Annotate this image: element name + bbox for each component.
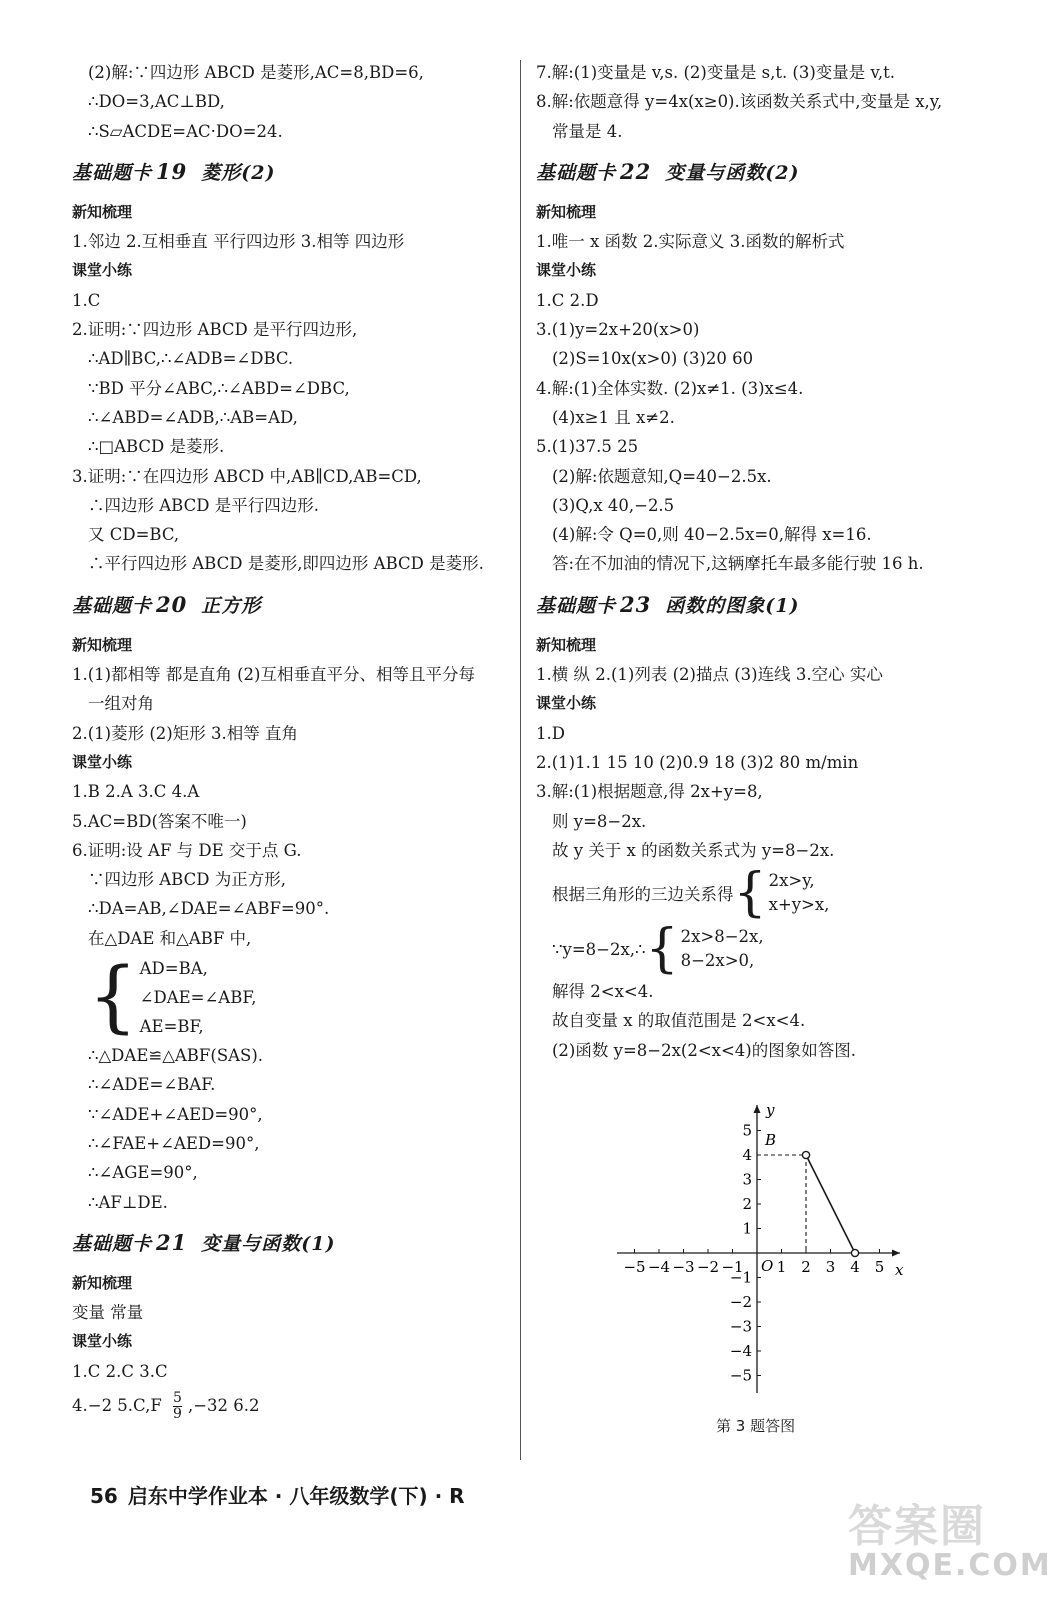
fraction [173,1391,182,1422]
subsection-label: 新知梳理 [72,635,133,654]
subsection-label: 课堂小练 [72,261,133,280]
open-endpoint [802,1151,809,1158]
answer-line: ∴S▱ACDE=AC·DO=24. [88,121,283,141]
answer-line: (3)Q,x 40,−2.5 [552,495,675,515]
section-heading-23 [536,579,986,631]
x-axis-arrow [892,1250,900,1257]
function-graph [612,1093,912,1403]
y-tick-label: −2 [729,1293,752,1311]
heading-number: 23 [620,591,652,617]
x-tick-label: 3 [825,1258,836,1276]
answer-line: 5.(1)37.5 25 [536,437,639,457]
answer-line: 1.横 纵 2.(1)列表 (2)描点 (3)连线 3.空心 实心 [536,665,883,685]
answer-line: ∴∠ADE=∠BAF. [88,1075,216,1095]
answer-line: 2.证明:∵四边形 ABCD 是平行四边形, [72,320,358,340]
answer-line: ∴平行四边形 ABCD 是菱形,即四边形 ABCD 是菱形. [88,554,484,574]
watermark-text: MXQE.COM [848,1548,1052,1583]
answer-line: 1.(1)都相等 都是直角 (2)互相垂直平分、相等且平分每 [72,665,475,685]
y-tick-label: −1 [729,1268,752,1287]
y-axis-label: y [766,1101,775,1119]
subsection-label: 新知梳理 [72,1273,133,1292]
heading-number: 22 [620,158,652,184]
answer-text: 4.−2 5.C,F [72,1395,162,1415]
heading-topic: 变量与函数(2) [665,161,800,184]
fraction-denominator: 9 [173,1405,182,1422]
subsection-label: 新知梳理 [536,635,597,654]
heading-number: 21 [156,1229,188,1255]
answer-line: 1.D [536,723,565,743]
heading-label: 基础题卡 [72,1232,153,1255]
system-row: x+y>x, [768,895,830,915]
page-footer [90,1480,465,1509]
answer-line: ∴∠ABD=∠ADB,∴AB=AD, [88,407,298,427]
answer-line: 7.解:(1)变量是 v,s. (2)变量是 s,t. (3)变量是 v,t. [536,63,896,82]
y-axis-arrow [754,1105,761,1113]
graph-caption: 第 3 题答图 [716,1417,796,1435]
y-tick-label: 2 [742,1195,752,1213]
heading-topic: 变量与函数(1) [201,1232,336,1255]
answer-line: (2)解:∵四边形 ABCD 是菱形,AC=8,BD=6, [88,63,424,82]
answer-line: 则 y=8−2x. [552,811,647,831]
answer-line: ∴AF⊥DE. [88,1192,168,1212]
answer-line: 1.唯一 x 函数 2.实际意义 3.函数的解析式 [536,232,845,252]
subsection-label: 课堂小练 [72,752,133,771]
heading-topic: 菱形(2) [201,161,276,184]
answer-line: 2.(1)1.1 15 10 (2)0.9 18 (3)2 80 m/min [536,752,859,772]
heading-label: 基础题卡 [72,594,153,617]
section-heading-22 [536,146,986,198]
system-row: AD=BA, [139,958,208,978]
function-segment [806,1155,855,1253]
heading-topic: 正方形 [201,594,262,617]
axes [617,1101,904,1393]
section-heading-20 [72,579,512,631]
brace-symbol: { [88,952,138,1043]
system-row: 8−2x>0, [680,951,755,971]
answer-line: (4)x≥1 且 x≠2. [552,407,675,427]
x-tick-label: 2 [801,1258,811,1276]
answer-text: 根据三角形的三边关系得 [552,885,734,905]
answer-line: ∴△DAE≌△ABF(SAS). [88,1046,264,1066]
answer-line: ∴四边形 ABCD 是平行四边形. [88,495,319,515]
answer-line: ∴DO=3,AC⊥BD, [88,92,225,112]
y-tick-label: −4 [729,1342,752,1360]
answer-line: ∵BD 平分∠ABC,∴∠ABD=∠DBC, [88,378,350,398]
answer-line: 常量是 4. [552,121,623,141]
answer-text: ∵y=8−2x,∴ [552,939,646,959]
equation-system [536,863,986,924]
answer-text: ,−32 6.2 [187,1395,260,1415]
answer-line: 故 y 关于 x 的函数关系式为 y=8−2x. [552,840,835,860]
y-tick-label: −3 [729,1317,752,1336]
answer-line: ∴DA=AB,∠DAE=∠ABF=90°. [88,899,330,919]
answer-line: (4)解:令 Q=0,则 40−2.5x=0,解得 x=16. [552,525,872,545]
answer-line: 在△DAE 和△ABF 中, [88,928,252,948]
left-column [72,58,512,1426]
y-tick-label: 5 [742,1121,752,1140]
x-tick-label: −3 [672,1258,695,1276]
subsection-label: 课堂小练 [72,1332,133,1351]
system-row: 2x>8−2x, [680,927,764,947]
section-heading-19 [72,146,512,198]
answer-line: ∴□ABCD 是菱形. [88,437,225,457]
x-tick-label: −5 [623,1258,646,1276]
answer-line: 一组对角 [88,694,154,714]
x-tick-label: −4 [647,1258,671,1276]
point-label: B [765,1131,777,1149]
y-tick-label: 4 [742,1146,752,1164]
answer-line: 6.证明:设 AF 与 DE 交于点 G. [72,840,302,860]
answer-line: (2)S=10x(x>0) (3)20 60 [552,349,754,369]
equation-system [72,953,512,1041]
graph-marks [757,1131,859,1257]
answer-line: 3.证明:∵在四边形 ABCD 中,AB∥CD,AB=CD, [72,466,422,486]
section-heading-21 [72,1217,512,1269]
heading-topic: 函数的图象(1) [665,594,800,617]
brace-symbol: { [645,919,679,980]
column-divider [520,60,521,1460]
y-tick-label: −5 [729,1366,752,1385]
x-tick-label: −1 [721,1258,744,1276]
answer-line: 8.解:依题意得 y=4x(x≥0).该函数关系式中,变量是 x,y, [536,92,943,112]
watermark-text: 答案圈 [848,1501,986,1552]
subsection-label: 新知梳理 [72,202,133,221]
answer-line: ∴∠FAE+∠AED=90°, [88,1133,260,1153]
answer-line: 3.解:(1)根据题意,得 2x+y=8, [536,782,763,802]
answer-line: 5.AC=BD(答案不唯一) [72,811,247,831]
answer-line: 1.B 2.A 3.C 4.A [72,782,200,802]
subsection-label: 新知梳理 [536,202,597,221]
right-column [536,58,986,1065]
answer-line: ∵四边形 ABCD 为正方形, [88,870,286,890]
y-tick-label: 1 [742,1219,752,1238]
equation-system [536,919,986,980]
answer-line: 1.C 2.C 3.C [72,1361,168,1381]
page-number: 56 [90,1484,118,1508]
fraction-numerator: 5 [173,1389,182,1406]
answer-line: 1.C 2.D [536,290,599,310]
answer-line: 故自变量 x 的取值范围是 2<x<4. [552,1011,806,1031]
system-row: 2x>y, [768,871,815,891]
heading-number: 20 [156,591,188,617]
system-row: AE=BF, [139,1016,204,1036]
answer-line-fraction [72,1386,512,1426]
answer-line: ∵∠ADE+∠AED=90°, [88,1104,263,1124]
brace-symbol: { [733,863,767,924]
y-tick-label: 3 [742,1170,752,1189]
x-tick-label: 1 [776,1258,787,1276]
answer-line: 4.解:(1)全体实数. (2)x≠1. (3)x≤4. [536,378,804,398]
answer-line: (2)解:依题意知,Q=40−2.5x. [552,466,772,486]
heading-label: 基础题卡 [72,161,153,184]
answer-line: 解得 2<x<4. [552,982,654,1002]
book-title: 启东中学作业本 · 八年级数学(下) · R [127,1484,465,1508]
answer-line: 1.C [72,290,101,310]
answer-line: 3.(1)y=2x+20(x>0) [536,320,700,340]
answer-line: 2.(1)菱形 (2)矩形 3.相等 直角 [72,723,298,743]
answer-line: 1.邻边 2.互相垂直 平行四边形 3.相等 四边形 [72,232,405,252]
answer-line: ∴∠AGE=90°, [88,1163,198,1183]
x-axis-label: x [895,1261,904,1279]
open-endpoint [851,1249,858,1256]
answer-line: 变量 常量 [72,1303,144,1323]
heading-number: 19 [156,158,188,184]
x-tick-label: −2 [696,1258,720,1276]
heading-label: 基础题卡 [536,161,617,184]
origin-label: O [761,1257,774,1275]
x-tick-label: 4 [850,1258,860,1276]
watermark-logo [848,1490,1052,1590]
answer-line: 答:在不加油的情况下,这辆摩托车最多能行驶 16 h. [552,554,924,574]
answer-line: 又 CD=BC, [88,525,180,545]
subsection-label: 课堂小练 [536,261,597,280]
heading-label: 基础题卡 [536,594,617,617]
system-row: ∠DAE=∠ABF, [139,987,257,1007]
answer-line: ∴AD∥BC,∴∠ADB=∠DBC. [88,349,294,369]
answer-line: (2)函数 y=8−2x(2<x<4)的图象如答图. [552,1040,856,1060]
subsection-label: 课堂小练 [536,694,597,713]
x-tick-label: 5 [874,1258,885,1276]
